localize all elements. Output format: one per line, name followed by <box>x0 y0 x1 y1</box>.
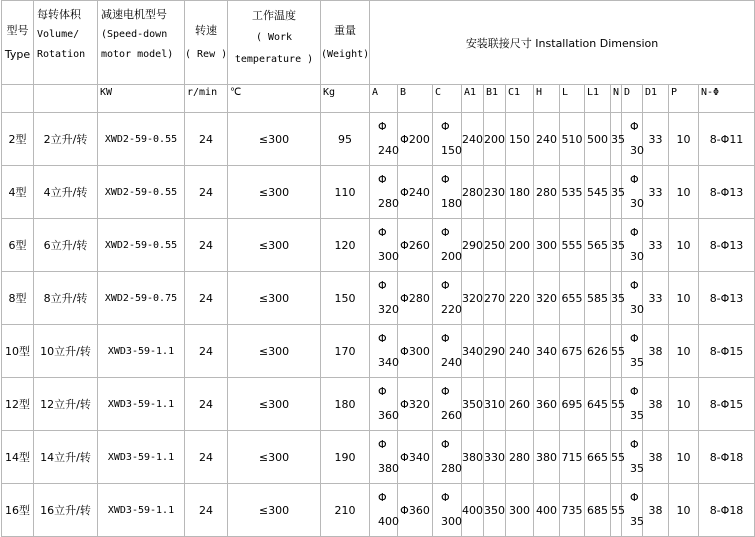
cell-l: 715 <box>560 431 585 484</box>
cell-b1: 330 <box>484 431 506 484</box>
cell-temp: ≤300 <box>228 325 321 378</box>
cell-temp: ≤300 <box>228 219 321 272</box>
unit-col: B <box>398 85 433 113</box>
unit-col: P <box>669 85 699 113</box>
cell-volume: 4立升/转 <box>34 166 98 219</box>
unit-col: B1 <box>484 85 506 113</box>
cell-d: Φ 35 <box>622 484 643 537</box>
cell-weight: 210 <box>321 484 370 537</box>
unit-col: N <box>611 85 622 113</box>
cell-n: 55 <box>611 325 622 378</box>
cell-d: Φ 30 <box>622 113 643 166</box>
cell-motor: XWD3-59-1.1 <box>98 325 185 378</box>
cell-motor: XWD2-59-0.55 <box>98 166 185 219</box>
cell-b1: 350 <box>484 484 506 537</box>
cell-n: 55 <box>611 484 622 537</box>
cell-model: 14型 <box>2 431 34 484</box>
cell-a: Φ 280 <box>370 166 398 219</box>
table-body <box>2 113 755 537</box>
cell-motor: XWD2-59-0.55 <box>98 219 185 272</box>
cell-a: Φ 360 <box>370 378 398 431</box>
cell-b: Φ300 <box>398 325 433 378</box>
cell-a1: 290 <box>462 219 484 272</box>
cell-b1: 230 <box>484 166 506 219</box>
cell-motor: XWD3-59-1.1 <box>98 431 185 484</box>
cell-p: 10 <box>669 431 699 484</box>
header-temp: 工作温度 ( Work temperature ) <box>228 1 321 85</box>
cell-c: Φ 150 <box>433 113 462 166</box>
cell-weight: 170 <box>321 325 370 378</box>
unit-col: C <box>433 85 462 113</box>
unit-weight: Kg <box>321 85 370 113</box>
cell-d1: 33 <box>643 219 669 272</box>
cell-l: 695 <box>560 378 585 431</box>
cell-h: 240 <box>534 113 560 166</box>
cell-motor: XWD2-59-0.75 <box>98 272 185 325</box>
cell-c1: 240 <box>506 325 534 378</box>
cell-a1: 400 <box>462 484 484 537</box>
cell-volume: 10立升/转 <box>34 325 98 378</box>
cell-weight: 190 <box>321 431 370 484</box>
cell-l: 675 <box>560 325 585 378</box>
cell-a1: 380 <box>462 431 484 484</box>
cell-d: Φ 30 <box>622 166 643 219</box>
table-row <box>2 325 755 378</box>
cell-n-phi: 8-Φ13 <box>699 166 755 219</box>
cell-c1: 300 <box>506 484 534 537</box>
cell-b: Φ320 <box>398 378 433 431</box>
cell-c: Φ 280 <box>433 431 462 484</box>
cell-weight: 180 <box>321 378 370 431</box>
table-row <box>2 219 755 272</box>
cell-d1: 38 <box>643 378 669 431</box>
cell-c1: 200 <box>506 219 534 272</box>
cell-b: Φ240 <box>398 166 433 219</box>
cell-p: 10 <box>669 378 699 431</box>
cell-a1: 320 <box>462 272 484 325</box>
cell-a: Φ 340 <box>370 325 398 378</box>
cell-d: Φ 30 <box>622 219 643 272</box>
cell-temp: ≤300 <box>228 113 321 166</box>
cell-a1: 280 <box>462 166 484 219</box>
cell-b: Φ260 <box>398 219 433 272</box>
cell-c: Φ 240 <box>433 325 462 378</box>
header-motor: 减速电机型号 (Speed-down motor model) <box>98 1 185 85</box>
cell-b1: 290 <box>484 325 506 378</box>
cell-a: Φ 320 <box>370 272 398 325</box>
cell-n: 35 <box>611 219 622 272</box>
cell-d1: 33 <box>643 113 669 166</box>
unit-temp: ℃ <box>228 85 321 113</box>
unit-col: C1 <box>506 85 534 113</box>
cell-b1: 200 <box>484 113 506 166</box>
cell-l1: 665 <box>585 431 611 484</box>
cell-temp: ≤300 <box>228 484 321 537</box>
unit-col: D1 <box>643 85 669 113</box>
cell-h: 320 <box>534 272 560 325</box>
cell-p: 10 <box>669 113 699 166</box>
cell-a1: 340 <box>462 325 484 378</box>
cell-a: Φ 380 <box>370 431 398 484</box>
cell-l1: 545 <box>585 166 611 219</box>
unit-col: N-Φ <box>699 85 755 113</box>
header-speed: 转速 ( Rew ) <box>185 1 228 85</box>
cell-h: 400 <box>534 484 560 537</box>
unit-col: A1 <box>462 85 484 113</box>
cell-speed: 24 <box>185 378 228 431</box>
cell-b1: 250 <box>484 219 506 272</box>
header-model: 型号 Type <box>2 1 34 85</box>
cell-speed: 24 <box>185 166 228 219</box>
cell-c1: 150 <box>506 113 534 166</box>
table-row <box>2 378 755 431</box>
cell-volume: 6立升/转 <box>34 219 98 272</box>
cell-l: 535 <box>560 166 585 219</box>
cell-motor: XWD3-59-1.1 <box>98 484 185 537</box>
cell-d1: 38 <box>643 431 669 484</box>
cell-volume: 2立升/转 <box>34 113 98 166</box>
unit-row <box>2 85 755 113</box>
cell-p: 10 <box>669 325 699 378</box>
cell-c: Φ 260 <box>433 378 462 431</box>
cell-l: 510 <box>560 113 585 166</box>
cell-speed: 24 <box>185 272 228 325</box>
cell-a: Φ 240 <box>370 113 398 166</box>
table-row <box>2 272 755 325</box>
cell-speed: 24 <box>185 431 228 484</box>
cell-c: Φ 300 <box>433 484 462 537</box>
cell-c: Φ 200 <box>433 219 462 272</box>
cell-n-phi: 8-Φ18 <box>699 431 755 484</box>
cell-d1: 38 <box>643 484 669 537</box>
cell-n-phi: 8-Φ11 <box>699 113 755 166</box>
cell-c1: 260 <box>506 378 534 431</box>
header-install: 安装联接尺寸 Installation Dimension <box>370 1 755 85</box>
unit-volume <box>34 85 98 113</box>
cell-d1: 33 <box>643 166 669 219</box>
cell-p: 10 <box>669 219 699 272</box>
cell-model: 8型 <box>2 272 34 325</box>
unit-col: L1 <box>585 85 611 113</box>
cell-temp: ≤300 <box>228 166 321 219</box>
cell-l1: 585 <box>585 272 611 325</box>
cell-speed: 24 <box>185 484 228 537</box>
cell-p: 10 <box>669 166 699 219</box>
cell-weight: 120 <box>321 219 370 272</box>
cell-h: 340 <box>534 325 560 378</box>
header-weight: 重量 (Weight) <box>321 1 370 85</box>
cell-n-phi: 8-Φ18 <box>699 484 755 537</box>
cell-d1: 33 <box>643 272 669 325</box>
unit-col: D <box>622 85 643 113</box>
cell-d: Φ 35 <box>622 431 643 484</box>
cell-speed: 24 <box>185 325 228 378</box>
header-volume: 每转体积 Volume/ Rotation <box>34 1 98 85</box>
unit-col: L <box>560 85 585 113</box>
cell-l1: 626 <box>585 325 611 378</box>
cell-n: 55 <box>611 431 622 484</box>
spec-table <box>1 0 755 537</box>
cell-n-phi: 8-Φ13 <box>699 219 755 272</box>
cell-c: Φ 220 <box>433 272 462 325</box>
cell-l: 655 <box>560 272 585 325</box>
cell-p: 10 <box>669 272 699 325</box>
cell-weight: 110 <box>321 166 370 219</box>
cell-n-phi: 8-Φ15 <box>699 378 755 431</box>
cell-model: 4型 <box>2 166 34 219</box>
unit-col: A <box>370 85 398 113</box>
cell-motor: XWD3-59-1.1 <box>98 378 185 431</box>
cell-a1: 350 <box>462 378 484 431</box>
cell-n: 55 <box>611 378 622 431</box>
header-row <box>2 1 755 85</box>
table-row <box>2 484 755 537</box>
cell-weight: 150 <box>321 272 370 325</box>
cell-a: Φ 400 <box>370 484 398 537</box>
cell-temp: ≤300 <box>228 272 321 325</box>
cell-h: 280 <box>534 166 560 219</box>
cell-d1: 38 <box>643 325 669 378</box>
cell-n: 35 <box>611 113 622 166</box>
cell-speed: 24 <box>185 219 228 272</box>
cell-model: 6型 <box>2 219 34 272</box>
cell-volume: 14立升/转 <box>34 431 98 484</box>
cell-model: 12型 <box>2 378 34 431</box>
cell-temp: ≤300 <box>228 431 321 484</box>
cell-l1: 645 <box>585 378 611 431</box>
cell-d: Φ 30 <box>622 272 643 325</box>
cell-d: Φ 35 <box>622 325 643 378</box>
cell-n-phi: 8-Φ15 <box>699 325 755 378</box>
cell-temp: ≤300 <box>228 378 321 431</box>
cell-b: Φ200 <box>398 113 433 166</box>
cell-volume: 12立升/转 <box>34 378 98 431</box>
cell-n: 35 <box>611 272 622 325</box>
cell-volume: 16立升/转 <box>34 484 98 537</box>
cell-n: 35 <box>611 166 622 219</box>
cell-b1: 310 <box>484 378 506 431</box>
cell-c1: 180 <box>506 166 534 219</box>
cell-l1: 565 <box>585 219 611 272</box>
unit-motor: KW <box>98 85 185 113</box>
table-row <box>2 113 755 166</box>
cell-volume: 8立升/转 <box>34 272 98 325</box>
cell-n-phi: 8-Φ13 <box>699 272 755 325</box>
cell-l1: 500 <box>585 113 611 166</box>
cell-d: Φ 35 <box>622 378 643 431</box>
cell-model: 10型 <box>2 325 34 378</box>
cell-l1: 685 <box>585 484 611 537</box>
cell-h: 380 <box>534 431 560 484</box>
cell-b1: 270 <box>484 272 506 325</box>
cell-model: 2型 <box>2 113 34 166</box>
cell-l: 555 <box>560 219 585 272</box>
cell-a: Φ 300 <box>370 219 398 272</box>
cell-h: 360 <box>534 378 560 431</box>
unit-col: H <box>534 85 560 113</box>
cell-a1: 240 <box>462 113 484 166</box>
cell-weight: 95 <box>321 113 370 166</box>
cell-c: Φ 180 <box>433 166 462 219</box>
unit-speed: r/min <box>185 85 228 113</box>
cell-h: 300 <box>534 219 560 272</box>
table-row <box>2 431 755 484</box>
cell-p: 10 <box>669 484 699 537</box>
cell-c1: 280 <box>506 431 534 484</box>
cell-c1: 220 <box>506 272 534 325</box>
cell-speed: 24 <box>185 113 228 166</box>
cell-b: Φ280 <box>398 272 433 325</box>
unit-model <box>2 85 34 113</box>
cell-l: 735 <box>560 484 585 537</box>
cell-model: 16型 <box>2 484 34 537</box>
cell-b: Φ360 <box>398 484 433 537</box>
cell-motor: XWD2-59-0.55 <box>98 113 185 166</box>
table-row <box>2 166 755 219</box>
cell-b: Φ340 <box>398 431 433 484</box>
